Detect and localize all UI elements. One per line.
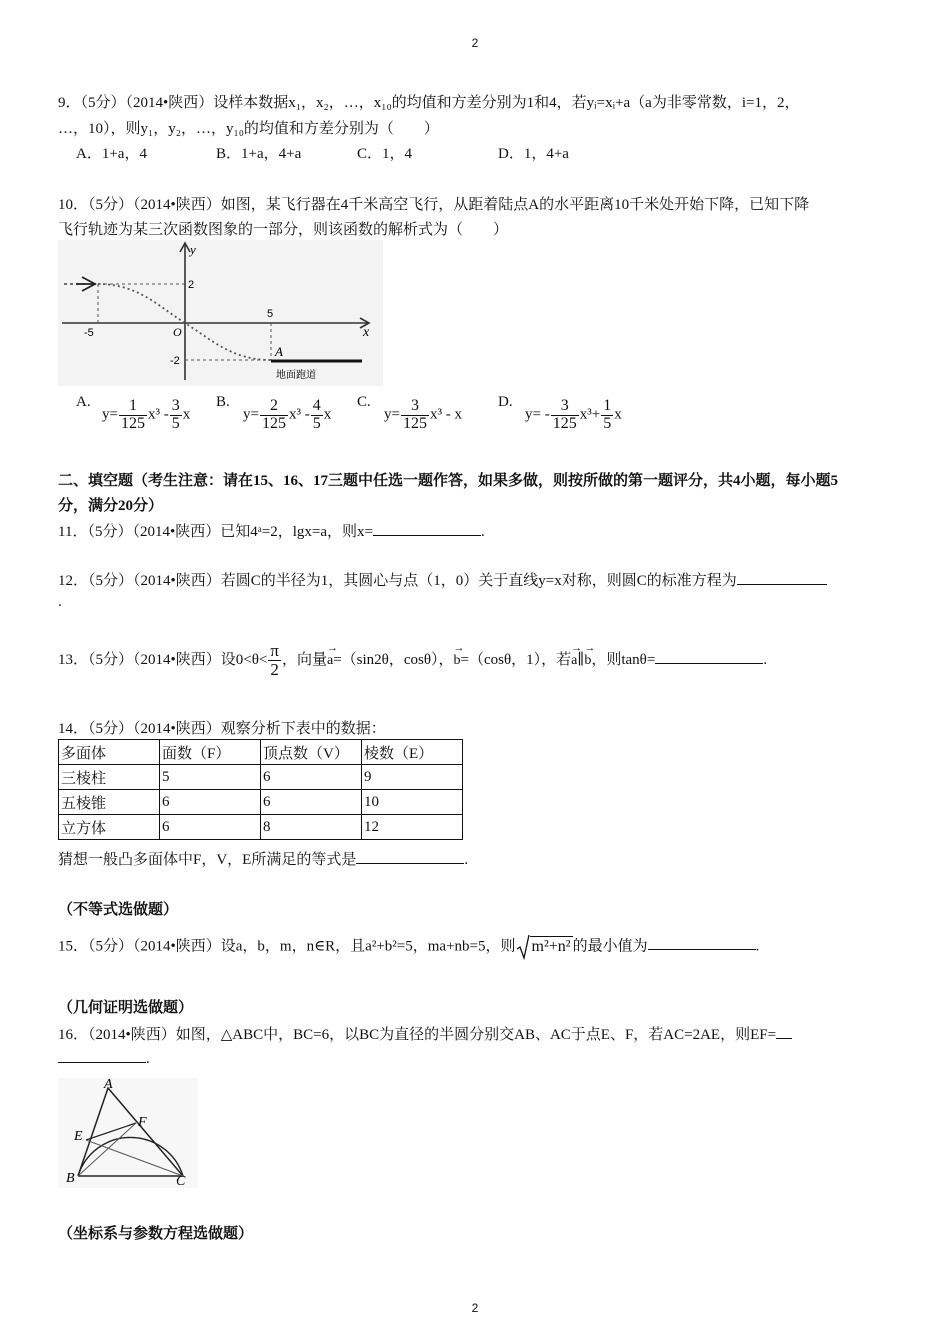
- q16-text: 16．（2014•陕西）如图，△ABC中，BC=6，以BC为直径的半圆分别交AB、AC于点E、F，若AC=2AE，则EF=: [58, 1027, 777, 1043]
- optC-mid: x³ - x: [429, 406, 462, 423]
- page-number-bottom: 2: [471, 1301, 479, 1315]
- table-cell: 12: [362, 815, 463, 840]
- section-coordinate-heading: （坐标系与参数方程选做题）: [58, 1226, 254, 1242]
- q13-part2: ，向量: [281, 651, 327, 668]
- optD-pre: y= -: [525, 406, 550, 423]
- optA-post: x: [182, 406, 191, 423]
- q10-line2: 飞行轨迹为某三次函数图象的一部分，则该函数的解析式为（ ）: [58, 222, 509, 238]
- tick-neg5: -5: [84, 327, 94, 339]
- label-e: E: [74, 1129, 83, 1144]
- q15-prefix: 15．（5分）（2014•陕西）设a，b，m，n∈R，且a²+b²=5，ma+nb=5，则: [58, 938, 516, 955]
- q12-answer-blank[interactable]: [737, 570, 827, 585]
- q14-conclusion-line: [58, 848, 468, 869]
- q14-intro: 14．（5分）（2014•陕西）观察分析下表中的数据：: [58, 721, 386, 737]
- q10-option-a-letter: A.: [76, 394, 91, 410]
- table-header-row: [59, 740, 463, 765]
- optB-f2d: 5: [312, 414, 321, 432]
- point-a-label: A: [275, 344, 283, 359]
- q10-line1: 10．（5分）（2014•陕西）如图，某飞行器在4千米高空飞行，从距着陆点A的水平距离10千米处开始下降，已知下降: [58, 197, 810, 213]
- table-row: [59, 765, 463, 790]
- optA-mid: x³ -: [147, 406, 169, 423]
- q11-answer-blank[interactable]: [373, 521, 481, 536]
- section2-heading-line2: 分，满分20分）: [58, 498, 164, 514]
- q10-option-b-letter: B.: [216, 394, 230, 410]
- optD-frac1: [551, 398, 579, 433]
- table-cell: 9: [362, 765, 463, 790]
- q16-answer-blank-end[interactable]: [58, 1048, 146, 1063]
- header-cell: 顶点数（V）: [261, 740, 362, 765]
- table-cell: 6: [261, 790, 362, 815]
- table-cell: 6: [160, 815, 261, 840]
- optD-f2n: 1: [603, 397, 612, 414]
- optD-frac2: [601, 398, 613, 433]
- optB-f1d: 125: [261, 414, 286, 432]
- x-axis-label: x: [363, 325, 370, 340]
- header-cell: 多面体: [59, 740, 160, 765]
- label-b: B: [66, 1171, 75, 1186]
- optA-f2n: 3: [171, 397, 180, 414]
- q11-text: 11．（5分）（2014•陕西）已知4ᵃ=2，lgx=a，则x=: [58, 524, 374, 540]
- q14-period: .: [464, 852, 469, 868]
- q16-line2: [58, 1048, 150, 1068]
- table-cell: 10: [362, 790, 463, 815]
- q10-option-d-formula: [525, 398, 622, 433]
- q13-vector-a2: → a: [571, 653, 577, 669]
- q13-part4: =（cosθ，1），若: [460, 651, 572, 668]
- q15-suffix: 的最小值为: [572, 938, 648, 955]
- label-a: A: [104, 1078, 113, 1092]
- q13-line: [58, 642, 767, 679]
- q13-pi: π: [270, 641, 279, 660]
- table-cell: 6: [261, 765, 362, 790]
- q9-line2: …，10），则y₁，y₂，…，y₁₀的均值和方差分别为（ ）: [58, 121, 439, 137]
- q16-triangle-figure: [58, 1078, 198, 1188]
- q15-line: [58, 934, 759, 960]
- polyhedra-table: [58, 739, 463, 840]
- table-cell: 五棱锥: [59, 790, 160, 815]
- q9-option-c: C．1，4: [357, 146, 413, 162]
- q10-option-c-letter: C.: [357, 394, 371, 410]
- optB-post: x: [323, 406, 332, 423]
- q13-pi-over-2: [268, 642, 281, 679]
- q12-line2: .: [58, 594, 62, 610]
- q9-option-d: D．1，4+a: [498, 146, 569, 162]
- optD-f1n: 3: [551, 398, 579, 416]
- optA-f1d: 125: [120, 414, 145, 432]
- figure-background: [58, 240, 383, 386]
- section-geometry-heading: （几何证明选做题）: [58, 1000, 194, 1016]
- label-f: F: [138, 1115, 147, 1130]
- tick-2: 2: [188, 279, 195, 291]
- header-cell: 棱数（E）: [362, 740, 463, 765]
- optB-frac2: [311, 398, 323, 433]
- q10-option-d-letter: D.: [498, 394, 513, 410]
- table-row: [59, 815, 463, 840]
- q12-line1: [58, 569, 827, 590]
- q13-vector-a: → a: [327, 653, 333, 669]
- q16-period: .: [146, 1051, 150, 1067]
- q13-prefix: 13．（5分）（2014•陕西）设0<θ<: [58, 651, 268, 668]
- q13-answer-blank[interactable]: [655, 649, 763, 664]
- optB-f1n: 2: [260, 398, 288, 416]
- sqrt-sign-icon: [516, 934, 530, 960]
- q13-part5: ，则tanθ=: [591, 651, 656, 668]
- table-cell: 8: [261, 815, 362, 840]
- section-inequality-heading: （不等式选做题）: [58, 902, 179, 918]
- optD-f1d: 125: [552, 414, 577, 432]
- optC-f1d: 125: [402, 414, 427, 432]
- optA-f2d: 5: [171, 414, 180, 432]
- q13-period: .: [763, 651, 768, 668]
- optD-f2d: 5: [603, 414, 612, 432]
- q14-answer-blank[interactable]: [356, 849, 464, 864]
- y-axis-label: y: [190, 242, 196, 257]
- header-cell: 面数（F）: [160, 740, 261, 765]
- optA-pre: y=: [102, 406, 118, 423]
- optB-pre: y=: [243, 406, 259, 423]
- table-cell: 6: [160, 790, 261, 815]
- optA-frac2: [170, 398, 182, 433]
- q13-part3: =（sin2θ，cosθ），: [333, 651, 454, 668]
- optC-f1n: 3: [401, 398, 429, 416]
- optC-frac1: [401, 398, 429, 433]
- label-c: C: [176, 1174, 186, 1188]
- q9-option-b: B．1+a，4+a: [216, 146, 302, 162]
- q9-line1: 9．（5分）（2014•陕西）设样本数据x₁，x₂，…，x₁₀的均值和方差分别为1和4，若yᵢ=xᵢ+a（a为非零常数，i=1，2，: [58, 95, 800, 111]
- q15-answer-blank[interactable]: [648, 935, 756, 950]
- q11-period: .: [481, 524, 485, 540]
- table-cell: 5: [160, 765, 261, 790]
- q14-conclusion: 猜想一般凸多面体中F，V，E所满足的等式是: [58, 852, 357, 868]
- q15-sqrt: [516, 934, 573, 960]
- optA-frac1: [119, 398, 147, 433]
- q11-line: [58, 520, 485, 541]
- q9-option-a: A．1+a，4: [76, 146, 147, 162]
- q10-flight-figure: [58, 240, 383, 386]
- q13-vector-b2: → b: [584, 653, 591, 669]
- tick-neg2: -2: [170, 355, 180, 367]
- origin-label: O: [173, 325, 182, 339]
- q16-answer-blank-start[interactable]: [776, 1024, 792, 1039]
- optC-pre: y=: [384, 406, 400, 423]
- optD-post: x: [614, 406, 622, 423]
- optB-mid: x³ -: [288, 406, 310, 423]
- table-row: [59, 790, 463, 815]
- q13-vector-b: → b: [454, 653, 461, 669]
- q10-option-b-formula: [243, 398, 331, 433]
- q10-option-a-formula: [102, 398, 190, 433]
- optA-f1n: 1: [119, 398, 147, 416]
- q15-period: .: [755, 938, 760, 955]
- optB-f2n: 4: [312, 397, 321, 414]
- optB-frac1: [260, 398, 288, 433]
- q16-line1: [58, 1023, 792, 1044]
- table-cell: 三棱柱: [59, 765, 160, 790]
- runway-label: 地面跑道: [276, 370, 316, 381]
- tick-5: 5: [267, 308, 274, 320]
- table-cell: 立方体: [59, 815, 160, 840]
- optD-mid: x³+: [579, 406, 601, 423]
- q13-parallel: ∥: [577, 651, 585, 668]
- page-number-top: 2: [471, 36, 479, 50]
- q13-two: 2: [270, 659, 279, 679]
- section2-heading-line1: 二、填空题（考生注意：请在15、16、17三题中任选一题作答，如果多做，则按所做的第一题评分，共4小题，每小题5: [58, 473, 839, 489]
- q12-text: 12．（5分）（2014•陕西）若圆C的半径为1，其圆心与点（1，0）关于直线y=x对称，则圆C的标准方程为: [58, 573, 737, 589]
- q10-option-c-formula: [384, 398, 462, 433]
- q15-radicand: m²+n²: [531, 938, 571, 955]
